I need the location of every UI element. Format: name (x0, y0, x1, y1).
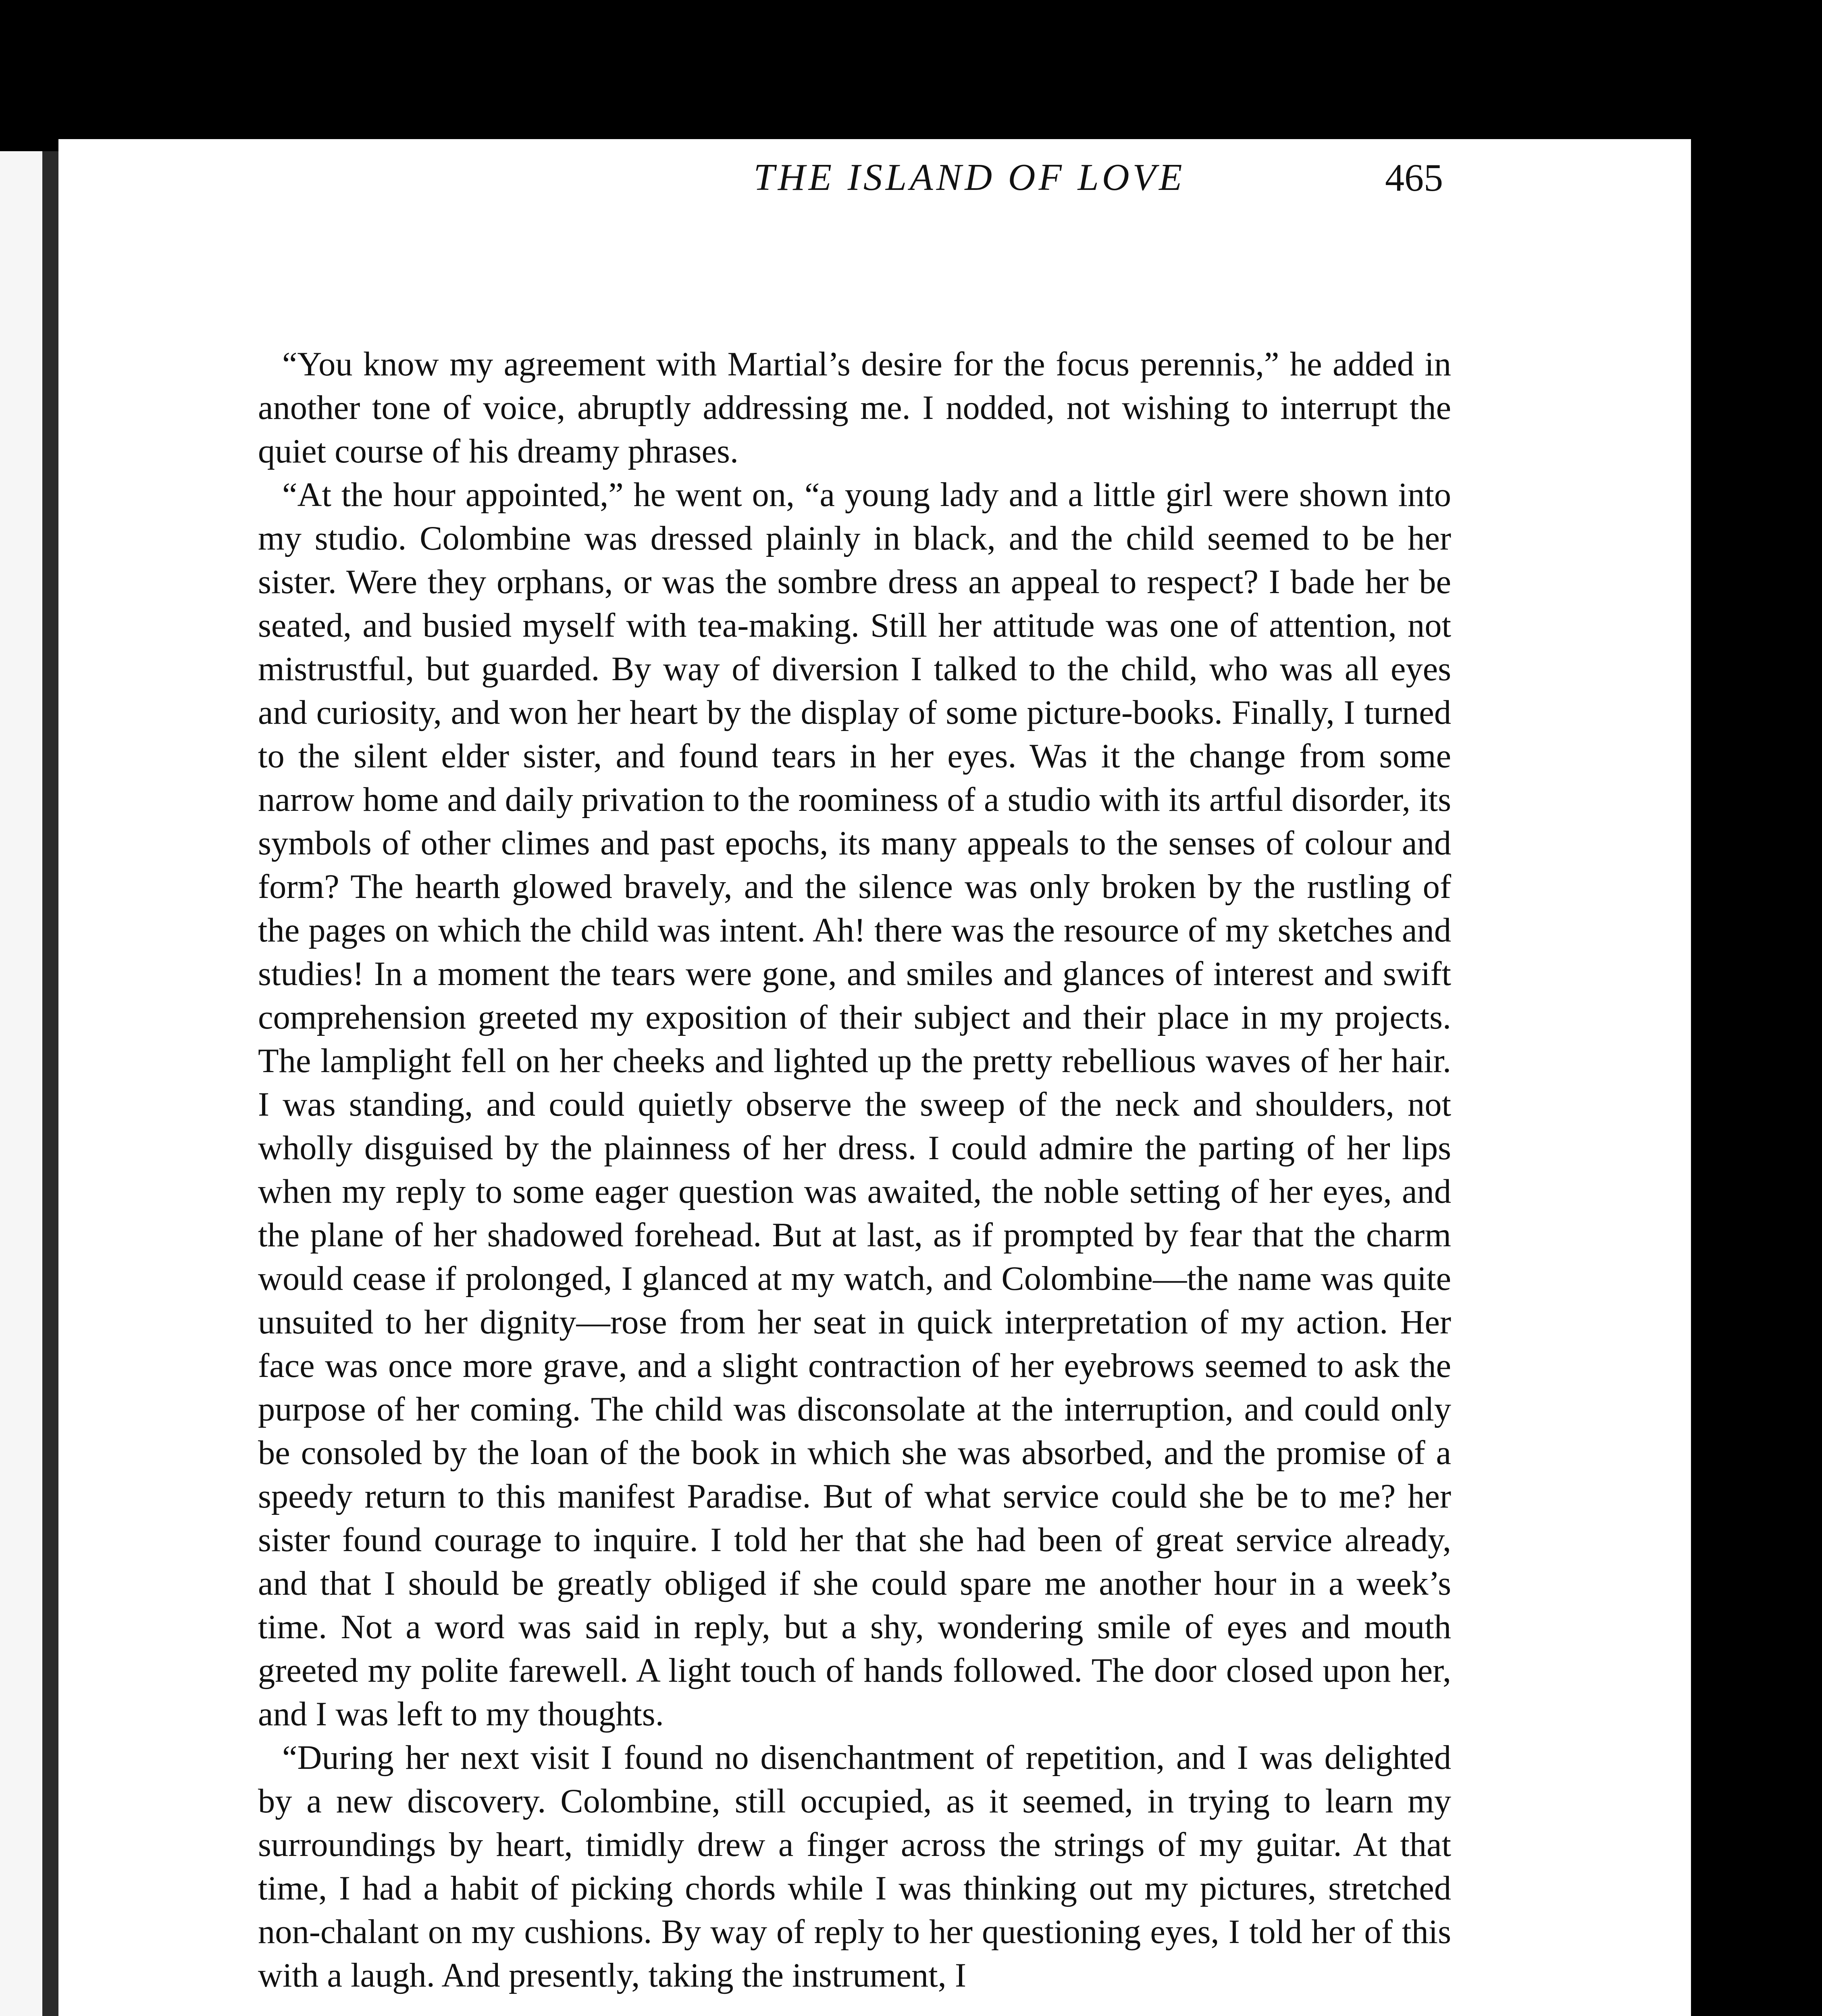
paragraph-1: “You know my agreement with Martial’s desire for the focus perennis,” he added in another tone of voice, abruptly addressing me. I nodded, not wishing to interrupt the quiet course of his dreamy phrases. (258, 346, 1451, 470)
page-number: 465 (1385, 156, 1443, 199)
running-title: THE ISLAND OF LOVE (753, 156, 1186, 198)
paragraph-3: “During her next visit I found no disenchantment of repetition, and I was delighted by a new discovery. Colombine, still occupied, as it seemed, in trying to learn my surroundings by heart, timidly drew a finger across the strings of my guitar. At that time, I had a habit of picking chords while I was thinking out my pictures, stretched non-chalant on my cushions. By way of reply to her questioning eyes, I told her of this with a laugh. And presently, taking the instrument, I (258, 1739, 1451, 1994)
body-text (258, 343, 1451, 1997)
page-header (202, 137, 1467, 218)
paragraph-2: “At the hour appointed,” he went on, “a young lady and a little girl were shown into my studio. Colombine was dressed plainly in black, and the child seemed to be her sister. Were they orphans, or was the sombre dress an appeal to respect? I bade her be seated, and busied myself with tea-making. Still her attitude was one of attention, not mistrustful, but guarded. By way of diversion I talked to the child, who was all eyes and curiosity, and won her heart by the display of some picture-books. Finally, I turned to the silent elder sister, and found tears in her eyes. Was it the change from some narrow home and daily privation to the roominess of a studio with its artful disorder, its symbols of other climes and past epochs, its many appeals to the senses of colour and form? The hearth glowed bravely, and the silence was only broken by the rustling of the pages on which the child was intent. Ah! there was the resource of my sketches and studies! In a moment the tears were gone, and smiles and glances of interest and swift comprehension greeted my exposition of their subject and their place in my projects. The lamplight fell on her cheeks and lighted up the pretty rebellious waves of her hair. I was standing, and could quietly observe the sweep of the neck and shoulders, not wholly disguised by the plainness of her dress. I could admire the parting of her lips when my reply to some eager question was awaited, the noble setting of her eyes, and the plane of her shadowed forehead. But at last, as if prompted by fear that the charm would cease if prolonged, I glanced at my watch, and Colombine—the name was quite unsuited to her dignity—rose from her seat in quick interpretation of my action. Her face was once more grave, and a slight contraction of her eyebrows seemed to ask the purpose of her coming. The child was disconsolate at the interruption, and could only be consoled by the loan of the book in which she was absorbed, and the promise of a speedy return to this manifest Paradise. But of what service could she be to me? her sister found courage to inquire. I told her that she had been of great service already, and that I should be greatly obliged if she could spare me another hour in a week’s time. Not a word was said in reply, but a shy, wondering smile of eyes and mouth greeted my polite farewell. A light touch of hands followed. The door closed upon her, and I was left to my thoughts. (258, 476, 1451, 1733)
page-gutter-shadow (42, 151, 58, 2016)
